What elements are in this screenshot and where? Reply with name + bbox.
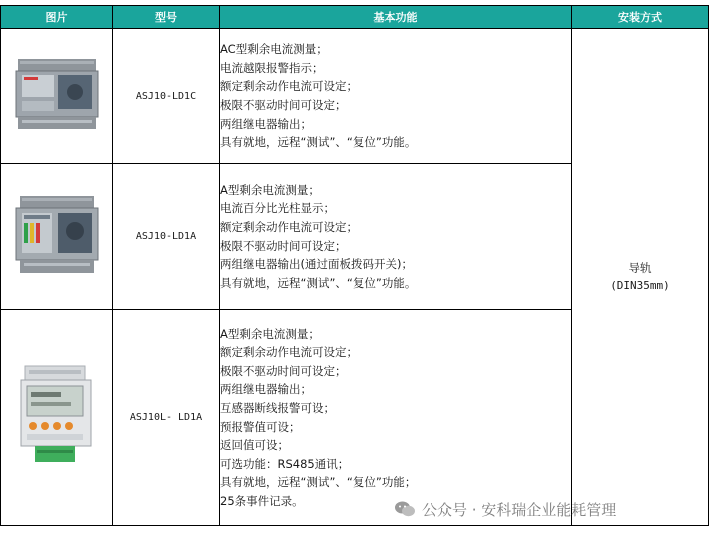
install-cell	[572, 29, 709, 526]
function-line: 25条事件记录。	[220, 493, 304, 508]
install-detail: (DIN35mm)	[610, 279, 670, 292]
header-functions: 基本功能	[220, 6, 572, 29]
function-line: 两组继电器输出；	[220, 382, 312, 397]
function-line: 具有就地，远程“测试”、“复位”功能；	[220, 475, 417, 490]
wechat-icon	[394, 500, 416, 518]
header-install: 安装方式	[572, 6, 709, 29]
header-row	[1, 6, 709, 29]
model-cell: ASJ10L- LD1A	[113, 310, 220, 526]
function-line: A型剩余电流测量；	[220, 326, 320, 341]
functions-cell	[220, 310, 572, 526]
function-line: 极限不驱动时间可设定；	[220, 238, 347, 253]
model-cell: ASJ10-LD1C	[113, 29, 220, 164]
function-line: 返回值可设；	[220, 438, 289, 453]
function-line: 具有就地，远程“测试”、“复位”功能。	[220, 275, 417, 290]
function-line: 极限不驱动时间可设定；	[220, 98, 347, 112]
watermark-text: 公众号 · 安科瑞企业能耗管理	[422, 500, 617, 519]
functions-cell	[220, 29, 572, 164]
function-line: 额定剩余动作电流可设定；	[220, 79, 358, 94]
model-cell: ASJ10-LD1A	[113, 164, 220, 310]
table-row	[1, 29, 709, 164]
product-spec-table	[0, 5, 709, 526]
function-line: 极限不驱动时间可设定；	[220, 363, 347, 378]
header-model: 型号	[113, 6, 220, 29]
product-image-cell	[1, 310, 113, 526]
device-image-asj10l-ld1a	[17, 364, 97, 468]
function-line: A型剩余电流测量；	[220, 182, 320, 197]
function-line: 额定剩余动作电流可设定；	[220, 345, 358, 360]
function-line: 预报警值可设；	[220, 419, 301, 434]
install-label: 导轨	[628, 261, 652, 275]
device-image-asj10-ld1a	[12, 193, 102, 277]
device-image-asj10-ld1c	[12, 55, 102, 133]
function-line: 电流百分比光柱显示；	[220, 201, 335, 216]
function-line: 电流越限报警指示；	[220, 60, 324, 75]
watermark	[394, 497, 616, 521]
function-line: 额定剩余动作电流可设定；	[220, 219, 358, 234]
function-line: AC型剩余电流测量；	[220, 42, 328, 57]
header-picture: 图片	[1, 6, 113, 29]
product-image-cell	[1, 29, 113, 164]
function-line: 可选功能：RS485通讯；	[220, 456, 350, 471]
product-image-cell	[1, 164, 113, 310]
function-line: 具有就地，远程“测试”、“复位”功能。	[220, 135, 417, 150]
functions-cell	[220, 164, 572, 310]
function-line: 两组继电器输出(通过面板拨码开关)；	[220, 257, 413, 272]
function-line: 两组继电器输出；	[220, 116, 312, 131]
function-line: 互感器断线报警可设；	[220, 400, 335, 415]
